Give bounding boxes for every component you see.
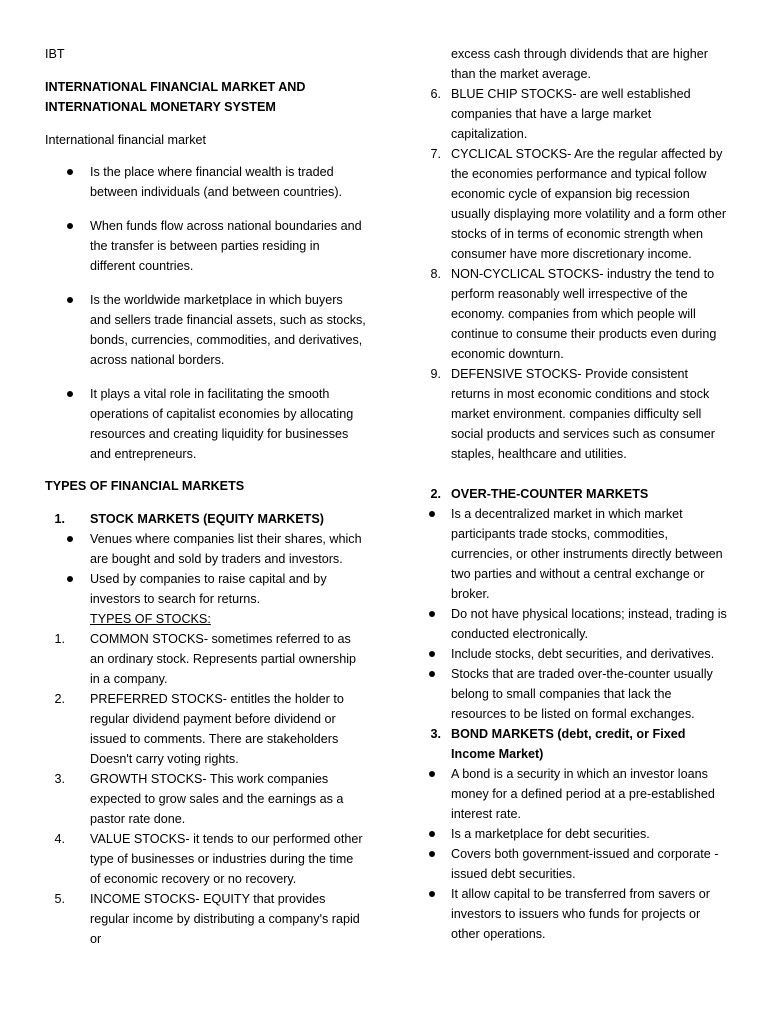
item-number: 3. — [54, 772, 65, 786]
stock-type-item — [423, 84, 728, 144]
intro-bullet-text: Is the worldwide marketplace in which buyers and sellers trade financial assets, such as stocks, bonds, currencies, commodities, and derivatives, across national borders. — [90, 293, 366, 367]
bullet-icon — [67, 569, 77, 582]
intro-bullet-text: It plays a vital role in facilitating the smooth operations of capitalist economies by allocating resources and creating liquidity for businesses and entrepreneurs. — [90, 387, 354, 461]
section-number: 1. — [54, 512, 65, 526]
stock-type-text: BLUE CHIP STOCKS- are well established companies that have a large market capitalization. — [451, 87, 691, 141]
bullet-icon — [67, 529, 77, 542]
otc-bullet-text: Do not have physical locations; instead, trading is conducted electronically. — [451, 607, 727, 641]
stock-type-item — [423, 364, 728, 464]
title-line-1: INTERNATIONAL FINANCIAL MARKET AND — [45, 80, 306, 94]
otc-market-heading — [423, 484, 728, 504]
stock-type-text: CYCLICAL STOCKS- Are the regular affected by the economies performance and typical follow economic cycle of expansion big recession usually displaying more volatility and a form other stocks of in terms of economic strength when consumer have more discretionary income. — [451, 147, 727, 261]
bullet-icon — [67, 216, 77, 229]
item-number: 7. — [430, 147, 441, 161]
title-line-2: INTERNATIONAL MONETARY SYSTEM — [45, 100, 276, 114]
section-number: 3. — [430, 727, 441, 741]
bullet-icon — [429, 604, 439, 617]
bullet-icon — [67, 162, 77, 175]
otc-bullet-text: Include stocks, debt securities, and derivatives. — [451, 647, 715, 661]
section-heading: OVER-THE-COUNTER MARKETS — [451, 487, 649, 501]
stock-type-item — [45, 769, 367, 829]
stock-type-item — [45, 629, 367, 689]
section-heading: STOCK MARKETS (EQUITY MARKETS) — [90, 512, 324, 526]
bullet-icon — [429, 844, 439, 857]
bullet-icon — [67, 384, 77, 397]
item-number: 2. — [54, 692, 65, 706]
stock-type-item — [423, 144, 728, 264]
subtitle: International financial market — [45, 133, 207, 147]
otc-bullet — [423, 604, 728, 644]
stock-type-item — [423, 264, 728, 364]
stock-type-item — [45, 829, 367, 889]
stock-bullet-text: Used by companies to raise capital and by investors to search for returns. — [90, 572, 327, 606]
intro-bullet — [45, 384, 367, 464]
bullet-icon — [67, 290, 77, 303]
intro-bullet — [45, 162, 367, 202]
bullet-icon — [429, 764, 439, 777]
intro-bullet-text: When funds flow across national boundaries and the transfer is between parties residing in different countries. — [90, 219, 362, 273]
bond-bullet-text: Covers both government-issued and corporate -issued debt securities. — [451, 847, 719, 881]
item-number: 1. — [54, 632, 65, 646]
stock-type-text: PREFERRED STOCKS- entitles the holder to regular dividend payment before dividend or issued to comments. There are stakeholders Doesn't carry voting rights. — [90, 692, 344, 766]
bond-market-heading — [423, 724, 728, 764]
income-stocks-continuation: excess cash through dividends that are higher than the market average. — [451, 47, 708, 81]
stock-type-text: VALUE STOCKS- it tends to our performed other type of businesses or industries during the time of economic recovery or no recovery. — [90, 832, 363, 886]
bond-bullet — [423, 844, 728, 884]
bond-bullet-text: A bond is a security in which an investor loans money for a defined period at a pre-established interest rate. — [451, 767, 715, 821]
left-column — [45, 44, 367, 949]
bond-bullet — [423, 764, 728, 824]
bullet-icon — [429, 644, 439, 657]
intro-bullet-text: Is the place where financial wealth is traded between individuals (and between countries). — [90, 165, 343, 199]
bond-bullet — [423, 884, 728, 944]
section-number: 2. — [430, 487, 441, 501]
stock-type-item — [45, 889, 367, 949]
bullet-icon — [429, 664, 439, 677]
item-number: 8. — [430, 267, 441, 281]
otc-bullet-text: Stocks that are traded over-the-counter usually belong to small companies that lack the resources to be listed on formal exchanges. — [451, 667, 713, 721]
header-label: IBT — [45, 47, 65, 61]
item-number: 9. — [430, 367, 441, 381]
stock-type-text: INCOME STOCKS- EQUITY that provides regular income by distributing a company's rapid or — [90, 892, 360, 946]
bond-bullet — [423, 824, 728, 844]
stock-type-text: NON-CYCLICAL STOCKS- industry the tend to perform reasonably well irrespective of the economy. companies from which people will continue to consume their products even during economic downturn. — [451, 267, 717, 361]
stock-type-text: COMMON STOCKS- sometimes referred to as an ordinary stock. Represents partial ownership in a company. — [90, 632, 356, 686]
types-of-stocks-label: TYPES OF STOCKS: — [90, 612, 211, 626]
intro-bullet — [45, 290, 367, 370]
stock-type-text: GROWTH STOCKS- This work companies expected to grow sales and the earnings as a pastor rate done. — [90, 772, 344, 826]
bond-bullet-text: Is a marketplace for debt securities. — [451, 827, 650, 841]
stock-bullet — [45, 529, 367, 569]
stock-type-item — [45, 689, 367, 769]
otc-bullet — [423, 644, 728, 664]
otc-bullet — [423, 504, 728, 604]
stock-market-heading — [45, 509, 367, 529]
otc-bullet — [423, 664, 728, 724]
bullet-icon — [429, 824, 439, 837]
intro-bullet — [45, 216, 367, 276]
types-heading: TYPES OF FINANCIAL MARKETS — [45, 479, 245, 493]
item-number: 5. — [54, 892, 65, 906]
bullet-icon — [429, 884, 439, 897]
stock-type-text: DEFENSIVE STOCKS- Provide consistent returns in most economic conditions and stock market environment. companies difficulty sell social products and services such as consumer staples, healthcare and utilities. — [451, 367, 715, 461]
bullet-icon — [429, 504, 439, 517]
section-heading: BOND MARKETS (debt, credit, or Fixed Income Market) — [451, 727, 686, 761]
bond-bullet-text: It allow capital to be transferred from savers or investors to issuers who funds for projects or other operations. — [451, 887, 710, 941]
stock-bullet-text: Venues where companies list their shares, which are bought and sold by traders and investors. — [90, 532, 362, 566]
item-number: 4. — [54, 832, 65, 846]
item-number: 6. — [430, 87, 441, 101]
stock-bullet — [45, 569, 367, 609]
right-column — [423, 44, 728, 944]
otc-bullet-text: Is a decentralized market in which market participants trade stocks, commodities, currencies, or other instruments directly between two parties and without a central exchange or broker. — [451, 507, 723, 601]
